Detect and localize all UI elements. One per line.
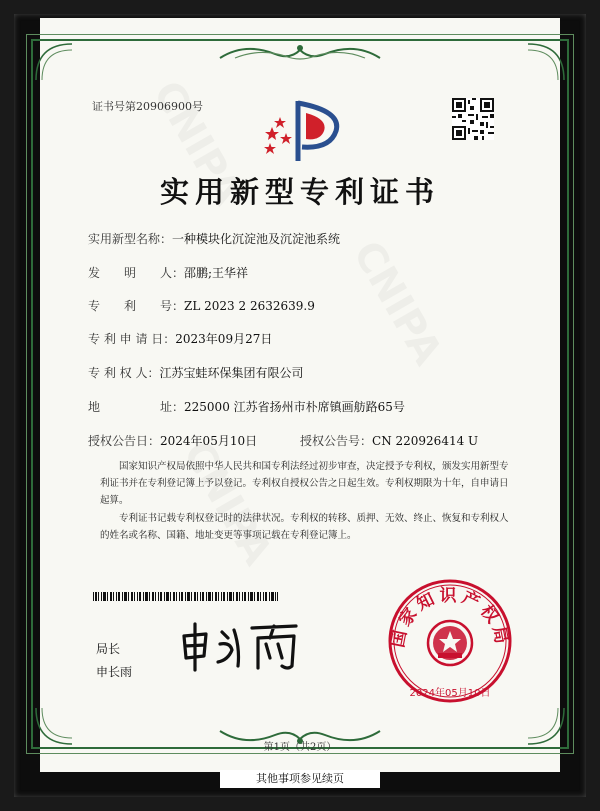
- patentee-row: [88, 364, 303, 381]
- patent-number-value: ZL 2023 2 2632639.9: [184, 299, 315, 313]
- barcode-icon: [93, 592, 278, 601]
- patentee-value: 江苏宝蛙环保集团有限公司: [159, 366, 304, 380]
- address-value: 225000 江苏省扬州市朴席镇画舫路65号: [184, 400, 405, 414]
- certificate-title: 实用新型专利证书: [159, 175, 440, 209]
- utility-model-name-row: [88, 230, 340, 247]
- address-row: [88, 398, 405, 415]
- inventor-value: 邵鹏;王华祥: [184, 266, 249, 280]
- footer-note: 其他事项参见续页: [220, 770, 380, 788]
- inventor-label: 发 明 人：: [88, 266, 185, 280]
- filing-date-value: 2023年09月27日: [175, 332, 273, 346]
- address-label: 地 址：: [88, 400, 185, 414]
- director-title: 局长: [96, 642, 121, 656]
- utility-model-name-label: 实用新型名称：: [88, 232, 173, 246]
- seal-text: 国家知识产权局: [388, 586, 512, 650]
- patent-number-label: 专 利 号：: [88, 299, 185, 313]
- certificate-number: 证书号第20906900号: [92, 100, 203, 113]
- filing-date-row: [88, 330, 272, 347]
- director-signature: [178, 618, 308, 674]
- patent-number-row: [88, 297, 315, 314]
- grant-date-row: [88, 432, 257, 449]
- legal-status-paragraph: 专利证书记载专利权登记时的法律状况。专利权的转移、质押、无效、终止、恢复和专利权人的姓名或名称、国籍、地址变更等事项记载在专利登记簿上。: [100, 513, 509, 541]
- grant-number-value: CN 220926414 U: [372, 434, 479, 448]
- grant-date-label: 授权公告日：: [88, 434, 161, 448]
- top-ornament: [215, 40, 385, 64]
- cnipa-logo-icon: [258, 95, 348, 167]
- qr-code-icon: [452, 98, 494, 140]
- national-emblem-icon: [428, 621, 472, 665]
- filing-date-label: 专 利 申 请 日：: [88, 332, 176, 346]
- grant-statement-paragraph: 国家知识产权局依照中华人民共和国专利法经过初步审查，决定授予专利权，颁发实用新型专利证书并在专利登记簿上予以登记。专利权自授权公告之日起生效。专利权期限为十年，自申请日起算。: [100, 461, 509, 506]
- patentee-label: 专 利 权 人：: [88, 366, 160, 380]
- grant-number-row: [300, 432, 478, 449]
- grant-number-label: 授权公告号：: [300, 434, 373, 448]
- page-number: 第1页（共2页）: [263, 742, 337, 753]
- corner-ornament-tl: [34, 42, 74, 82]
- director-name: 申长雨: [96, 665, 133, 679]
- grant-date-value: 2024年05月10日: [160, 434, 258, 448]
- utility-model-name-value: 一种模块化沉淀池及沉淀池系统: [172, 232, 341, 246]
- inventor-row: [88, 264, 248, 281]
- corner-ornament-tr: [526, 42, 566, 82]
- seal-date: 2024年05月10日: [409, 688, 491, 699]
